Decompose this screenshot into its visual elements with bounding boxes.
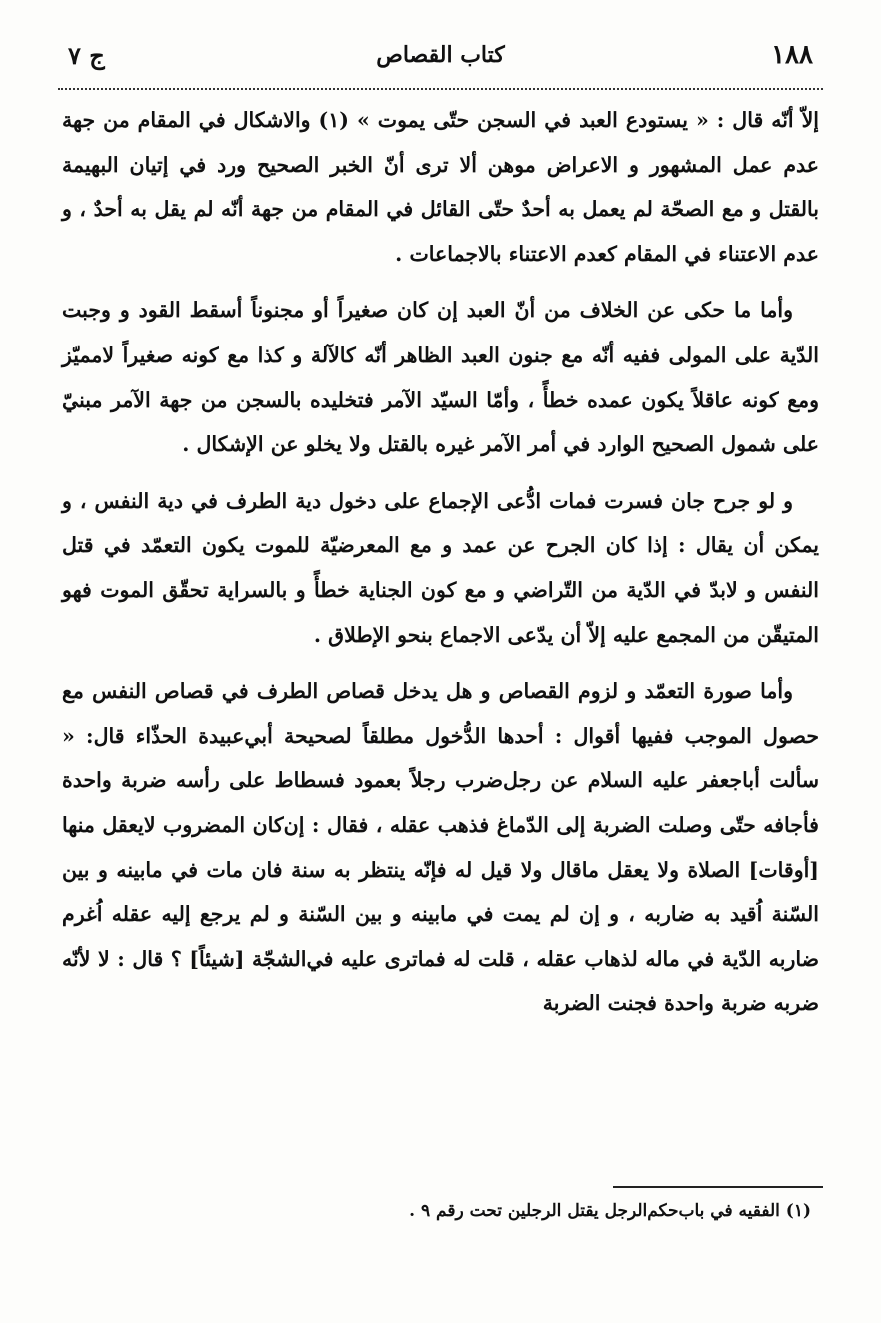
book-title: كتاب القصاص xyxy=(376,42,505,68)
paragraph: و لو جرح جان فسرت فمات ادُّعى الإجماع على دخول دية الطرف في دية النفس ، و يمكن أن يقال : إذا كان الجرح عن عمد و مع المعرضيّة للموت يكون التعمّد في قتل النفس و لابدّ في الدّية من التّراضي و مع كون الجناية خطأً و بالسراية تحقّق الموت فهو المتيقّن من المجمع عليه إلاّ أن يدّعى الاجماع بنحو الإطلاق . xyxy=(62,488,819,647)
footnote: (١) الفقيه في باب‌حكم‌الرجل يقتل الرجلين تحت رقم ٩ . xyxy=(409,1201,811,1221)
header-divider xyxy=(58,88,823,90)
paragraph: وأما صورة التعمّد و لزوم القصاص و هل يدخل قصاص الطرف في قصاص النفس مع حصول الموجب ففيها أقوال : أحدها الدُّخول مطلقاً لصحيحة أبي‌عبيدة الحذّاء قال: « سألت أباجعفر عليه السلام عن رجل‌ضرب رجلاً بعمود فسطاط على رأسه ضربة واحدة فأجافه حتّى وصلت الضربة إلى الدّماغ فذهب عقله ، فقال : إن‌كان المضروب لايعقل منها [أوقات] الصلاة ولا يعقل ماقال ولا قيل له فإنّه ينتظر به سنة فان مات في مابينه و بين السّنة اُقيد به ضاربه ، و إن لم يمت في مابينه و بين السّنة و لم يرجع إليه عقله اُغرم ضاربه الدّية في ماله لذهاب عقله ، قلت له فماترى عليه في‌الشجّة [شيئاً] ؟ قال : لا لأنّه ضربه ضربة واحدة فجنت الضربة xyxy=(62,679,819,1016)
paragraph: إلاّ أنّه قال : « يستودع العبد في السجن حتّى يموت » (١) والاشكال في المقام من جهة عدم عمل المشهور و الاعراض موهن ألا ترى أنّ الخبر الصحيح ورد في إتيان البهيمة بالقتل و مع الصحّة لم يعمل به أحدٌ حتّى القائل في المقام من جهة أنّه لم يقل به أحدٌ ، و عدم الاعتناء في المقام كعدم الاعتناء بالاجماعات . xyxy=(62,108,820,266)
volume-label: ج ٧ xyxy=(68,40,105,70)
page-header xyxy=(68,32,813,78)
main-text xyxy=(62,98,819,1038)
paragraph: وأما ما حكى عن الخلاف من أنّ العبد إن كان صغيراً أو مجنوناً أسقط القود و وجبت الدّية على المولى ففيه أنّه مع جنون العبد الظاهر أنّه كالآلة و كذا مع كونه صغيراً لامميّز ومع كونه عاقلاً يكون عمده خطأً ، وأمّا السيّد الآمر فتخليده بالسجن من جهة الآمر مبنيّ على شمول الصحيح الوارد في أمر الآمر غيره بالقتل ولا يخلو عن الإشكال . xyxy=(62,298,819,457)
page-number: ١٨٨ xyxy=(771,40,813,70)
footnote-divider xyxy=(613,1186,823,1188)
